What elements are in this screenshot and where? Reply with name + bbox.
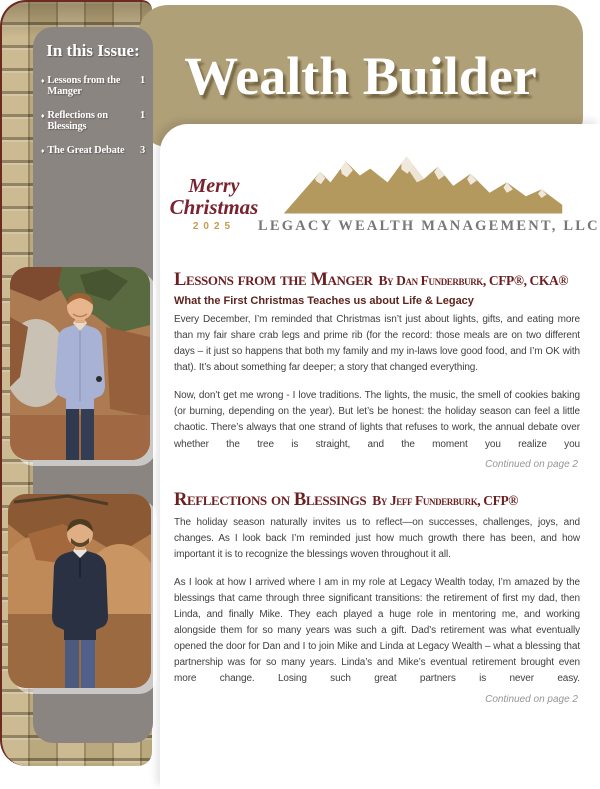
article-lessons-from-the-manger bbox=[174, 266, 580, 470]
article-divider-space bbox=[174, 478, 580, 486]
issue-box bbox=[33, 27, 153, 156]
article-byline: By Jeff Funderburk, CFP® bbox=[372, 492, 518, 508]
issue-item-page: 1 bbox=[139, 75, 145, 86]
article-column bbox=[174, 266, 580, 713]
greeting-year: 2025 bbox=[192, 221, 236, 232]
photo-card-dan bbox=[10, 267, 150, 460]
greeting-word-2: Christmas bbox=[169, 195, 259, 219]
article-paragraph: Now, don’t get me wrong - I love traditions. The lights, the music, the smell of cookies baking (or burning, depending on the year). But let’s be honest: the holiday season can feel a little chaotic. There’s always that one strand of lights that refuses to work, the annual debate over whether the tree is straight, and the moment you realize you bbox=[174, 390, 580, 450]
issue-item-page: 1 bbox=[139, 110, 145, 121]
mountain-range-icon bbox=[258, 153, 588, 217]
company-logo bbox=[258, 153, 600, 235]
article-paragraph: The holiday season naturally invites us to reflect—on successes, challenges, joys, and changes. As I look back I’m reminded just how much growth there has been, and how important it is to recognize the blessings woven throughout it all. bbox=[174, 516, 580, 560]
article-byline: By Dan Funderburk, CFP®, CKA® bbox=[378, 273, 569, 288]
continued-note: Continued on page 2 bbox=[485, 458, 578, 470]
seasonal-greeting bbox=[163, 176, 265, 232]
article-heading bbox=[174, 266, 580, 292]
issue-item-reflections bbox=[41, 110, 145, 132]
article-title: Reflections on Blessings bbox=[174, 489, 367, 510]
article-paragraph: As I look at how I arrived where I am in my role at Legacy Wealth today, I’m amazed by the blessings that came through three significant transitions: the retirement of first my dad, then Linda, and finally Mike. They each played a huge role in mentoring me, and working alongside them for so many years was such a gift. Dad’s retirement was what eventually opened the door for Dan and I to join Mike and Linda at Legacy Wealth – what a blessing that partnership was for so many years. Linda’s and Mike’s eventual retirement brought even more change. Losing such great partners is never easy. bbox=[174, 576, 580, 685]
article-paragraph: Every December, I’m reminded that Christmas isn’t just about lights, gifts, and eating more than my fair share crab legs and prime rib (for the record: those meals are on two different days – it just so happens that both my family and my in-laws love good food, and I’m OK with that). It’s about something far deeper; a story that changed everything. bbox=[174, 313, 580, 374]
masthead-title: Wealth Builder bbox=[184, 46, 537, 106]
issue-item-label: Lessons from the Manger bbox=[47, 75, 121, 97]
photo-card-jeff bbox=[8, 494, 151, 688]
article-reflections-on-blessings bbox=[174, 486, 580, 705]
issue-item-page: 3 bbox=[139, 145, 145, 156]
photo-dan-illustration bbox=[10, 267, 150, 460]
issue-item-label: The Great Debate bbox=[47, 145, 125, 156]
issue-item-lessons bbox=[41, 75, 145, 97]
article-subtitle: What the First Christmas Teaches us about Life & Legacy bbox=[174, 294, 474, 307]
article-heading bbox=[174, 486, 580, 512]
issue-item-label: Reflections on Blessings bbox=[47, 110, 108, 132]
article-title: Lessons from the Manger bbox=[174, 270, 373, 290]
issue-box-title: In this Issue: bbox=[46, 41, 140, 60]
greeting-word-1: Merry bbox=[188, 175, 240, 197]
photo-jeff-illustration bbox=[8, 494, 151, 688]
diamond-bullet-icon: ♦ bbox=[41, 112, 45, 120]
continued-note: Continued on page 2 bbox=[485, 693, 578, 705]
company-name: LEGACY WEALTH MANAGEMENT, LLC bbox=[258, 218, 600, 234]
diamond-bullet-icon: ♦ bbox=[41, 147, 45, 155]
diamond-bullet-icon: ♦ bbox=[41, 77, 45, 85]
issue-item-debate bbox=[41, 145, 145, 156]
